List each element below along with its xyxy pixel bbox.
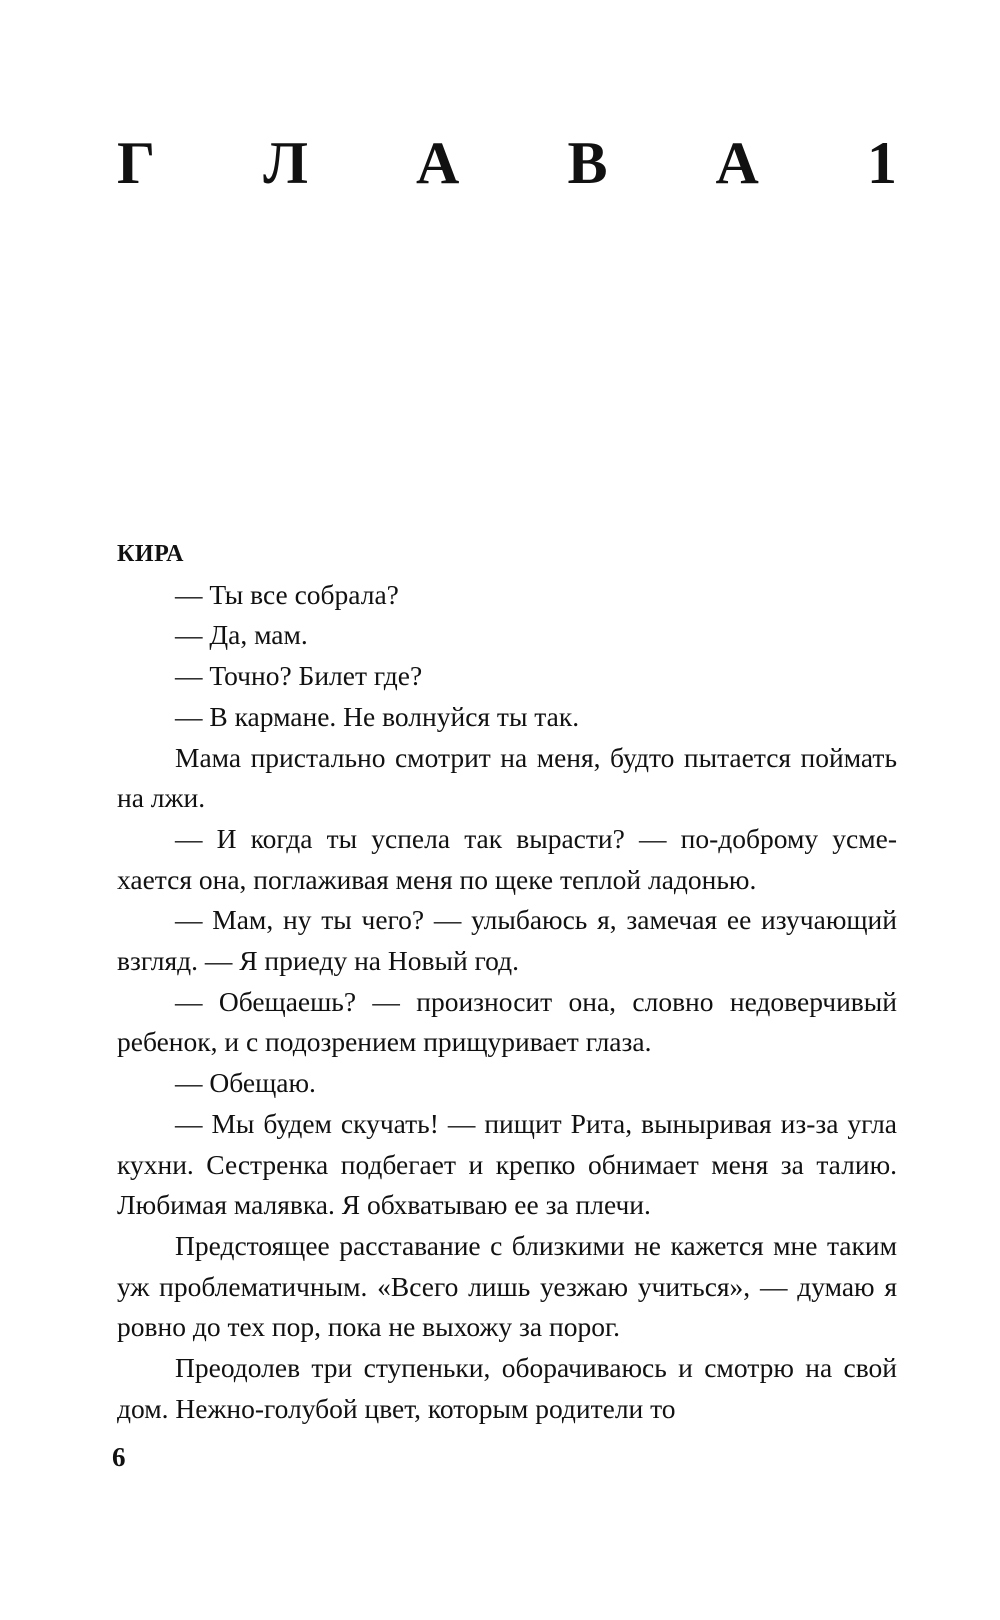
paragraph: Преодолев три ступеньки, оборачиваюсь и смотрю на свой дом. Нежно-голубой цвет, которым родители то (117, 1352, 897, 1424)
paragraph: — Обещаю. (175, 1067, 316, 1099)
paragraph: Предстоящее расставание с близкими не кажется мне таким уж проблематичным. «Всего лишь уезжаю учиться», — думаю я ровно до тех пор, пока не выхожу за порог. (117, 1229, 897, 1343)
paragraph: — Мы будем скучать! — пищит Рита, выныривая из-за угла кухни. Сестренка подбегает и крепко обнимает меня за талию. Любимая малявка. Я обхватываю ее за плечи. (117, 1107, 897, 1221)
chapter-heading (117, 128, 897, 198)
paragraph: — В кармане. Не волнуйся ты так. (175, 700, 580, 732)
paragraph: — Да, мам. (175, 619, 308, 651)
chapter-letter: А (416, 130, 460, 196)
chapter-letter: В (567, 130, 608, 196)
paragraph: — Обещаешь? — произносит она, словно недоверчивый ребенок, и с подозрением прищуривает глаза. (117, 985, 897, 1058)
paragraph: — Мам, ну ты чего? — улыбаюсь я, замечая ее изучающий взгляд. — Я приеду на Новый год. (117, 904, 897, 977)
chapter-letter: Г (117, 130, 156, 196)
paragraph: — И когда ты успела так вырасти? — по-доброму усмехается она, поглаживая меня по щеке теплой ладонью. (117, 822, 897, 895)
body-text (117, 534, 897, 1429)
page-number: 6 (112, 1442, 126, 1472)
chapter-letter: А (715, 130, 759, 196)
paragraph: Мама пристально смотрит на меня, будто пытается поймать на лжи. (117, 741, 897, 814)
chapter-letter: Л (263, 130, 308, 196)
paragraph: — Точно? Билет где? (175, 660, 423, 692)
chapter-number: 1 (866, 130, 897, 196)
speaker-name: КИРА (117, 541, 184, 567)
paragraph: — Ты все собрала? (175, 578, 399, 610)
